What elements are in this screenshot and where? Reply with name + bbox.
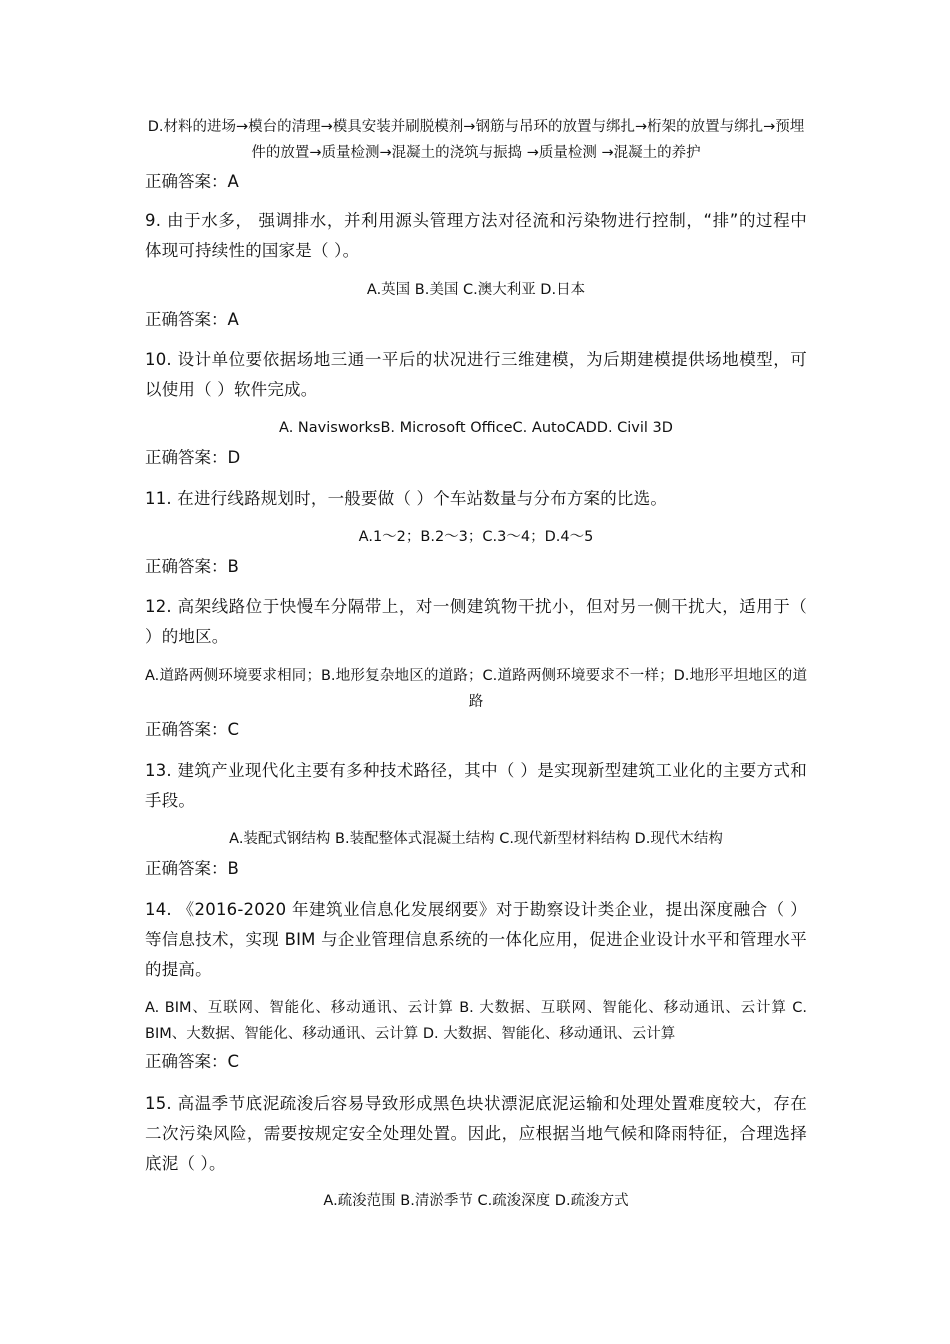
q9-answer: 正确答案：A (145, 310, 239, 329)
q8-option-d: D.材料的进场→模台的清理→模具安装并刷脱模剂→钢筋与吊环的放置与绑扎→桁架的放置与绑扎→预埋件的放置→质量检测→混凝土的浇筑与振捣 →质量检测 →混凝土的养护 (147, 119, 805, 161)
q14-stem: 14. 《2016-2020 年建筑业信息化发展纲要》对于勘察设计类企业，提出深度融合（ ）等信息技术，实现 BIM 与企业管理信息系统的一体化应用，促进企业设计水平和管理水平的提高。 (145, 900, 807, 979)
q8-answer: 正确答案：A (145, 172, 239, 191)
q9-options: A.英国 B.美国 C.澳大利亚 D.日本 (366, 282, 586, 298)
q13-options: A.装配式钢结构 B.装配整体式混凝土结构 C.现代新型材料结构 D.现代木结构 (229, 831, 723, 847)
q12-answer: 正确答案：C (145, 720, 240, 739)
q10-answer: 正确答案：D (145, 448, 241, 467)
q10-options: A. NavisworksB. Microsoft OfficeC. AutoCADD. Civil 3D (279, 420, 673, 436)
q11-options: A.1～2；B.2～3；C.3～4；D.4～5 (358, 529, 594, 545)
q13-answer: 正确答案：B (145, 859, 239, 878)
q11-stem: 11. 在进行线路规划时，一般要做（ ）个车站数量与分布方案的比选。 (145, 489, 668, 508)
q15-stem: 15. 高温季节底泥疏浚后容易导致形成黑色块状漂泥底泥运输和处理处置难度较大，存在二次污染风险，需要按规定安全处理处置。因此，应根据当地气候和降雨特征，合理选择底泥（ ）。 (145, 1094, 807, 1173)
q9-stem: 9. 由于水多， 强调排水，并利用源头管理方法对径流和污染物进行控制，“排”的过程中体现可持续性的国家是（ ）。 (145, 211, 807, 260)
q14-options: A. BIM、互联网、智能化、移动通讯、云计算 B. 大数据、互联网、智能化、移动通讯、云计算 C. BIM、大数据、智能化、移动通讯、云计算 D. 大数据、智能化、移动通讯、云计算 (145, 1000, 807, 1042)
q10-stem: 10. 设计单位要依据场地三通一平后的状况进行三维建模，为后期建模提供场地模型，可以使用（ ）软件完成。 (145, 350, 807, 399)
q12-options: A.道路两侧环境要求相同；B.地形复杂地区的道路；C.道路两侧环境要求不一样；D.地形平坦地区的道路 (145, 668, 807, 710)
q12-stem: 12. 高架线路位于快慢车分隔带上，对一侧建筑物干扰小，但对另一侧干扰大，适用于（ ）的地区。 (145, 597, 807, 646)
q11-answer: 正确答案：B (145, 557, 239, 576)
q14-answer: 正确答案：C (145, 1052, 240, 1071)
q15-options: A.疏浚范围 B.清淤季节 C.疏浚深度 D.疏浚方式 (323, 1193, 629, 1209)
q13-stem: 13. 建筑产业现代化主要有多种技术路径，其中（ ）是实现新型建筑工业化的主要方式和手段。 (145, 761, 807, 810)
